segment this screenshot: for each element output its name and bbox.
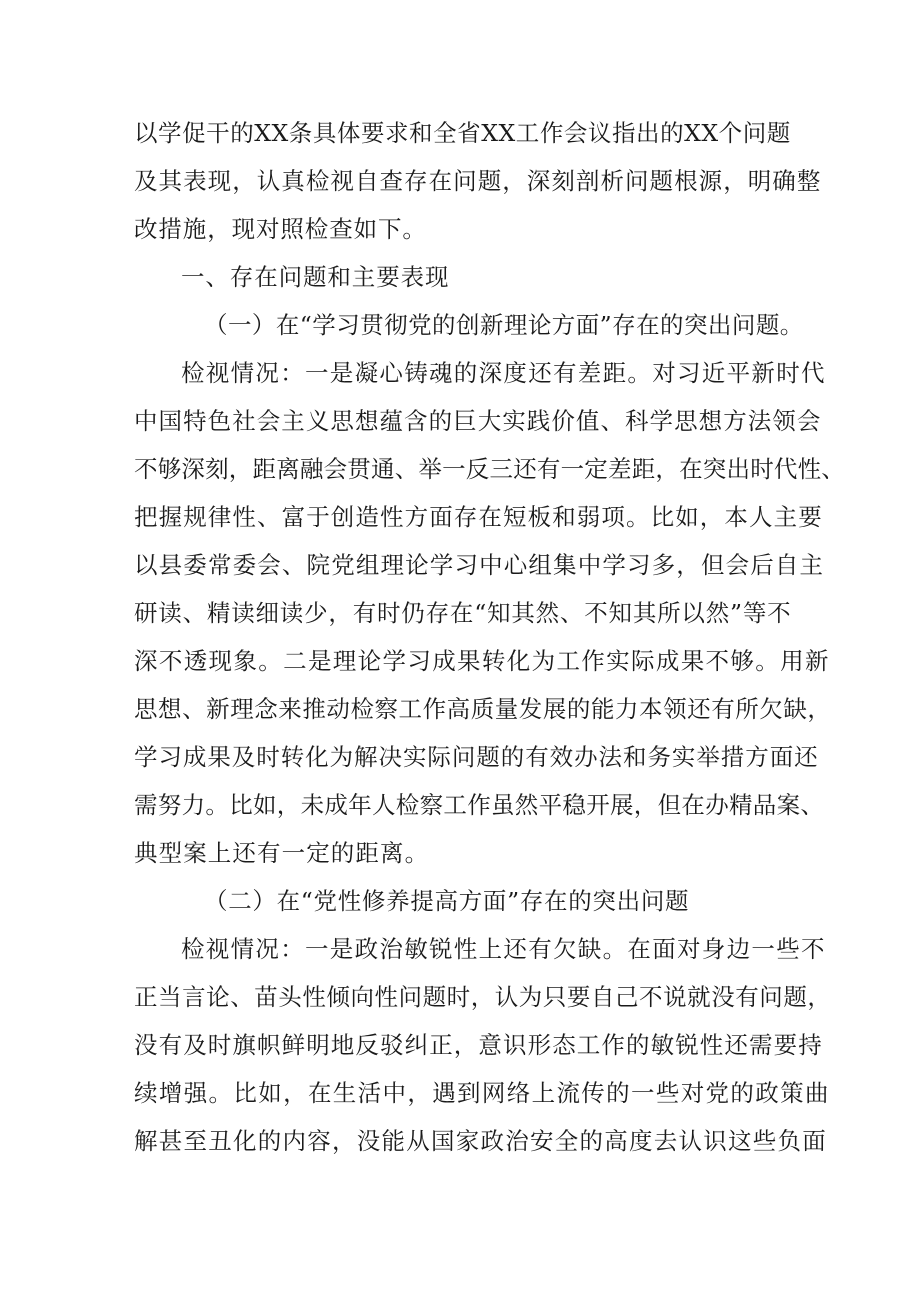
text-line: 检视情况：一是凝心铸魂的深度还有差距。对习近平新时代	[181, 359, 826, 387]
text-line: 正当言论、苗头性倾向性问题时，认为只要自己不说就没有问题，	[134, 983, 832, 1011]
text-line: 学习成果及时转化为解决实际问题的有效办法和务实举措方面还	[134, 743, 819, 771]
text-line: 深不透现象。二是理论学习成果转化为工作实际成果不够。用新	[134, 647, 830, 675]
subsection-heading: （一）在“学习贯彻党的创新理论方面”存在的突出问题。	[204, 311, 804, 339]
text-line: 续增强。比如，在生活中，遇到网络上流传的一些对党的政策曲	[134, 1079, 830, 1107]
text-line: 改措施，现对照检查如下。	[134, 215, 427, 243]
subsection-heading: （二）在“党性修养提高方面”存在的突出问题	[204, 887, 690, 915]
text-line: 检视情况：一是政治敏锐性上还有欠缺。在面对身边一些不	[181, 935, 826, 963]
text-line: 以县委常委会、院党组理论学习中心组集中学习多，但会后自主	[134, 551, 825, 579]
text-line: 思想、新理念来推动检察工作高质量发展的能力本领还有所欠缺，	[134, 695, 832, 723]
text-line: 需努力。比如，未成年人检察工作虽然平稳开展，但在办精品案、	[134, 791, 825, 819]
text-line: 研读、精读细读少，有时仍存在“知其然、不知其所以然”等不	[134, 599, 792, 627]
section-heading: 一、存在问题和主要表现	[181, 263, 450, 291]
text-line: 典型案上还有一定的距离。	[134, 839, 430, 867]
text-line: 把握规律性、富于创造性方面存在短板和弱项。比如，本人主要	[134, 503, 823, 531]
text-line: 解甚至丑化的内容，没能从国家政治安全的高度去认识这些负面	[134, 1127, 827, 1155]
text-line: 中国特色社会主义思想蕴含的巨大实践价值、科学思想方法领会	[134, 407, 822, 435]
text-line: 以学促干的XX条具体要求和全省XX工作会议指出的XX个问题	[134, 119, 791, 147]
text-line: 没有及时旗帜鲜明地反驳纠正，意识形态工作的敏锐性还需要持	[134, 1031, 823, 1059]
text-line: 及其表现，认真检视自查存在问题，深刻剖析问题根源，明确整	[134, 167, 822, 195]
text-line: 不够深刻，距离融会贯通、举一反三还有一定差距，在突出时代性、	[134, 455, 845, 483]
